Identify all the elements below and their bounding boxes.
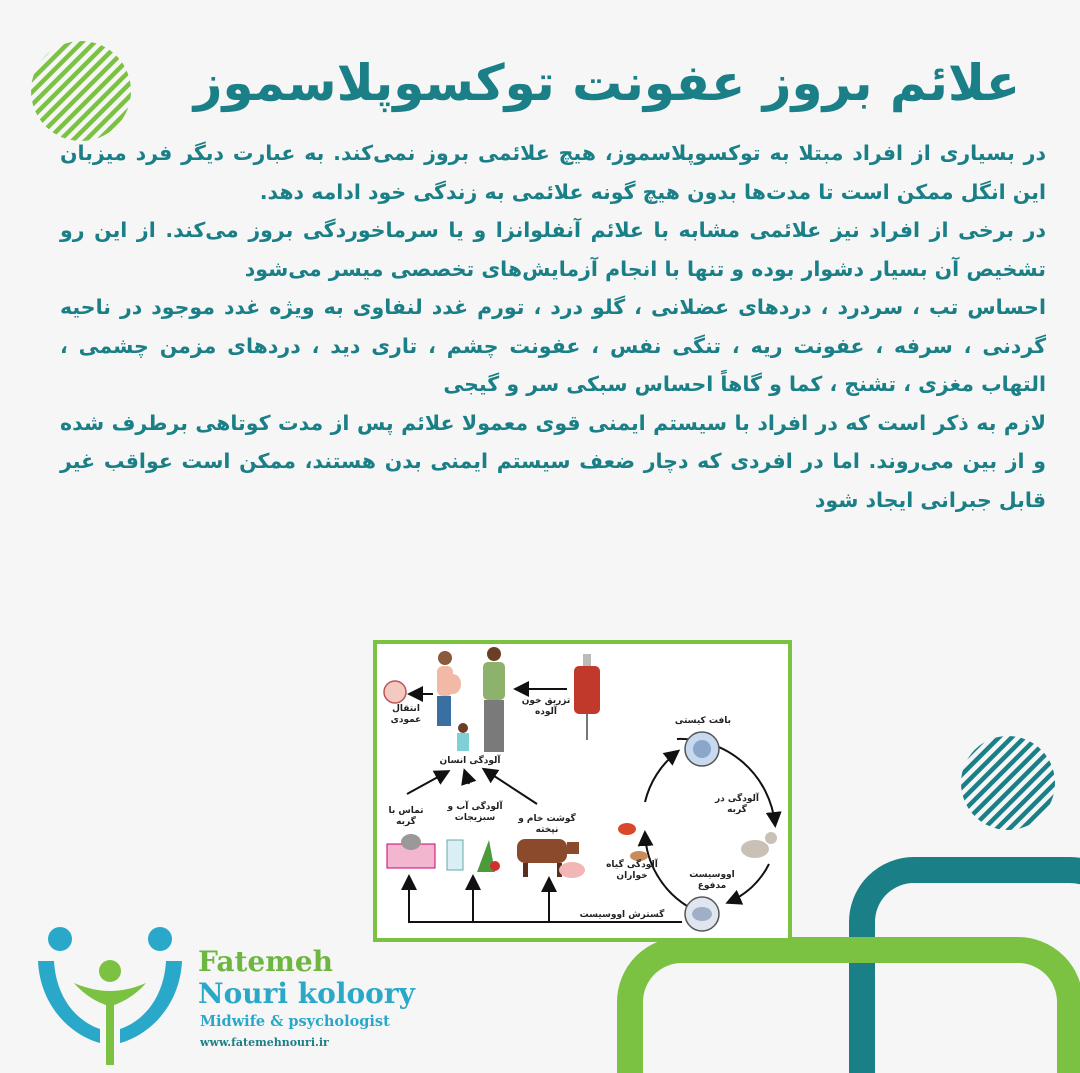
striped-circle-decoration-right bbox=[960, 735, 1056, 831]
fetus-icon bbox=[384, 681, 406, 703]
brand-name-line1: Fatemeh bbox=[198, 945, 334, 978]
tissue-cyst-icon bbox=[685, 732, 719, 766]
paragraph-symptoms: احساس تب ، سردرد ، دردهای عضلانی ، گلو درد ، تورم غدد لنفاوی به ویژه غدد موجود در ناحیه گردنی ، سرفه ، عفونت ریه ، تنگی نفس ، عفونت چشم ، تاری دید ، دردهای مزمن چشمی ، التهاب مغزی ، تشنج ، کما و گاهاً احساس سبکی سر و گیجی bbox=[60, 295, 1046, 396]
paragraph-flu-like: در برخی از افراد نیز علائمی مشابه با علائم آنفلوانزا و یا سرماخوردگی بروز می‌کند. از این رو تشخیص آن بسیار دشوار بوده و تنها با انجام آزمایش‌های تخصصی میسر می‌شود bbox=[60, 218, 1046, 281]
pregnant-woman-icon bbox=[437, 651, 461, 726]
label-herbivore-infection: آلودگی گیاه خواران bbox=[606, 860, 658, 881]
brand-role: Midwife & psychologist bbox=[200, 1013, 390, 1030]
oocyst-icon bbox=[685, 897, 719, 931]
label-blood-transfusion: تزریق خون آلوده bbox=[521, 696, 571, 717]
brand-logo-icon bbox=[30, 925, 190, 1070]
label-tissue-cyst: بافت کیستی bbox=[674, 716, 732, 726]
brand-website-link[interactable]: www.fatemehnouri.ir bbox=[200, 1036, 329, 1049]
label-human-infection: آلودگی انسان bbox=[439, 756, 501, 766]
vegetables-icon bbox=[477, 840, 500, 872]
blood-bag-icon bbox=[574, 654, 600, 740]
diagram-graphics bbox=[377, 644, 788, 938]
label-vertical-transmission: انتقال عمودی bbox=[390, 704, 422, 725]
man-icon bbox=[483, 647, 505, 752]
bird-icon bbox=[618, 823, 636, 835]
label-raw-meat: گوشت خام و نپخته bbox=[518, 814, 576, 835]
article-body bbox=[60, 134, 1046, 519]
pig-icon bbox=[559, 862, 585, 878]
toxoplasma-lifecycle-diagram bbox=[373, 640, 792, 942]
label-cat-infection: آلودگی در گربه bbox=[715, 794, 759, 815]
paragraph-immune: لازم به ذکر است که در افراد با سیستم ایمنی قوی معمولا علائم پس از مدت کوتاهی برطرف شده و از بین می‌روند. اما در افردی که دچار ضعف سیستم ایمنی بدن هستند، ممکن است عواقب غیر قابل جبرانی ایجاد شود bbox=[60, 410, 1046, 512]
label-water-vegetables: آلودگی آب و سبزیجات bbox=[447, 802, 503, 823]
cat-icon bbox=[741, 832, 777, 858]
litter-box-icon bbox=[387, 834, 435, 868]
child-icon bbox=[457, 723, 469, 751]
brand-name-line2: Nouri koloory bbox=[198, 977, 415, 1010]
paragraph-intro: در بسیاری از افراد مبتلا به توکسوپلاسموز، هیچ علائمی بروز نمی‌کند. به عبارت دیگر فرد میزبان این انگل ممکن است تا مدت‌ها بدون هیچ گونه علائمی به زندگی خود ادامه دهد. bbox=[60, 141, 1046, 204]
label-oocyst-spread: گسترش اووسیست bbox=[579, 910, 665, 920]
striped-circle-decoration-top bbox=[30, 40, 132, 142]
page-title: علائم بروز عفونت توکسوپلاسموز bbox=[193, 54, 1020, 112]
water-glass-icon bbox=[447, 840, 463, 870]
label-cat-contact: تماس با گربه bbox=[388, 806, 424, 827]
label-oocyst: اووسیست مدفوع bbox=[689, 870, 735, 891]
